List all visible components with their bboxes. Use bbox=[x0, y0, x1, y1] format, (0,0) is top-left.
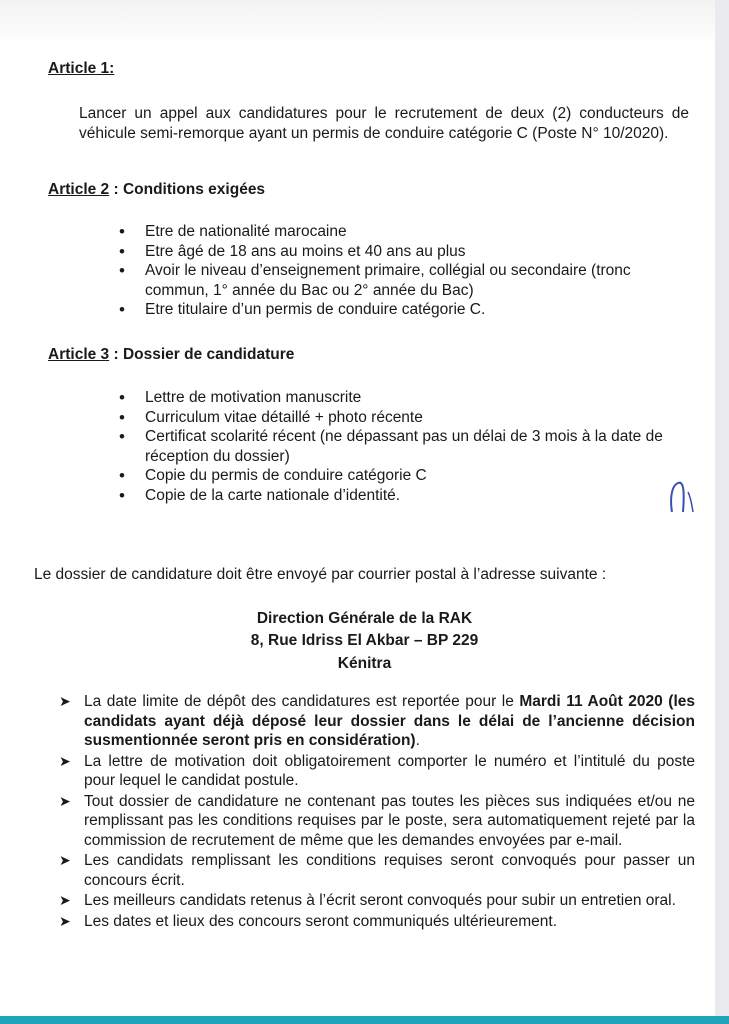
address-line2: 8, Rue Idriss El Akbar – BP 229 bbox=[250, 632, 479, 649]
arrow-right-icon: ➤ bbox=[59, 693, 71, 709]
note4-text: Les candidats remplissant les conditions requises seront convoqués pour passer un concours écrit. bbox=[84, 852, 695, 889]
list-item bbox=[59, 851, 695, 890]
note5-text: Les meilleurs candidats retenus à l’écrit seront convoqués pour subir un entretien oral. bbox=[84, 892, 676, 909]
note6-text: Les dates et lieux des concours seront communiqués ultérieurement. bbox=[84, 912, 557, 930]
note1-deadline: Mardi 11 Août 2020 (les candidats ayant déjà déposé leur dossier dans le délai de l’ancienne décision susmentionnée seront pris en considération) bbox=[84, 693, 695, 749]
article3-heading bbox=[48, 346, 294, 364]
arrow-right-icon: ➤ bbox=[59, 752, 71, 769]
note1-text: La date limite de dépôt des candidatures est reportée pour le bbox=[84, 693, 520, 710]
list-item: • Etre titulaire d’un permis de conduire catégorie C. bbox=[119, 300, 689, 320]
article1-text: Lancer un appel aux candidatures pour le recrutement de deux (2) conducteurs de véhicule semi-remorque ayant un permis de conduire catégorie C (Poste N° 10/2020). bbox=[79, 105, 689, 142]
page-edge bbox=[715, 0, 729, 1024]
conditions-list bbox=[119, 222, 689, 320]
article3-label: Article 3 bbox=[48, 346, 110, 363]
article1-label: Article 1: bbox=[48, 60, 115, 77]
list-item bbox=[59, 692, 695, 751]
list-item: • Lettre de motivation manuscrite bbox=[119, 388, 689, 408]
article2-label: Article 2 bbox=[48, 181, 110, 198]
list-item: • Avoir le niveau d’enseignement primaire, collégial ou secondaire (tronc commun, 1° année du Bac ou 2° année du Bac) bbox=[119, 261, 689, 300]
article3-title: : Dossier de candidature bbox=[109, 346, 295, 363]
note2-text: La lettre de motivation doit obligatoirement comporter le numéro et l’intitulé du poste pour lequel le candidat postule. bbox=[84, 752, 695, 789]
notes-list bbox=[59, 692, 695, 932]
dossier-list bbox=[119, 388, 689, 505]
article2-heading bbox=[48, 181, 265, 199]
list-item: • Curriculum vitae détaillé + photo récente bbox=[119, 408, 689, 428]
note3-text: Tout dossier de candidature ne contenant pas toutes les pièces sus indiquées et/ou ne remplissant pas les conditions requises par le poste, sera automatiquement rejeté par la commission de recrutement de même que les demandes envoyées par e-mail. bbox=[84, 792, 695, 849]
list-item bbox=[59, 792, 695, 851]
intro-text: Le dossier de candidature doit être envoyé par courrier postal à l’adresse suivante : bbox=[34, 566, 607, 583]
signature-icon bbox=[666, 478, 696, 514]
list-item bbox=[59, 752, 695, 791]
list-item bbox=[59, 912, 695, 932]
list-item: • Etre de nationalité marocaine bbox=[119, 222, 689, 242]
article2-title: : Conditions exigées bbox=[109, 181, 266, 198]
arrow-right-icon: ➤ bbox=[59, 852, 71, 868]
list-item: • Copie de la carte nationale d’identité. bbox=[119, 486, 689, 506]
list-item bbox=[59, 891, 695, 911]
list-item: • Certificat scolarité récent (ne dépassant pas un délai de 3 mois à la date de réception du dossier) bbox=[119, 427, 689, 466]
address-line3: Kénitra bbox=[337, 655, 392, 672]
article1-heading bbox=[48, 60, 114, 78]
list-item: • Etre âgé de 18 ans au moins et 40 ans au plus bbox=[119, 242, 689, 262]
address-line1: Direction Générale de la RAK bbox=[256, 610, 473, 627]
accent-bar bbox=[0, 1016, 729, 1024]
note1-end: . bbox=[415, 732, 420, 749]
arrow-right-icon: ➤ bbox=[59, 892, 71, 908]
arrow-right-icon: ➤ bbox=[59, 912, 71, 929]
list-item: • Copie du permis de conduire catégorie C bbox=[119, 466, 689, 486]
top-shadow bbox=[0, 0, 729, 46]
arrow-right-icon: ➤ bbox=[59, 792, 71, 809]
